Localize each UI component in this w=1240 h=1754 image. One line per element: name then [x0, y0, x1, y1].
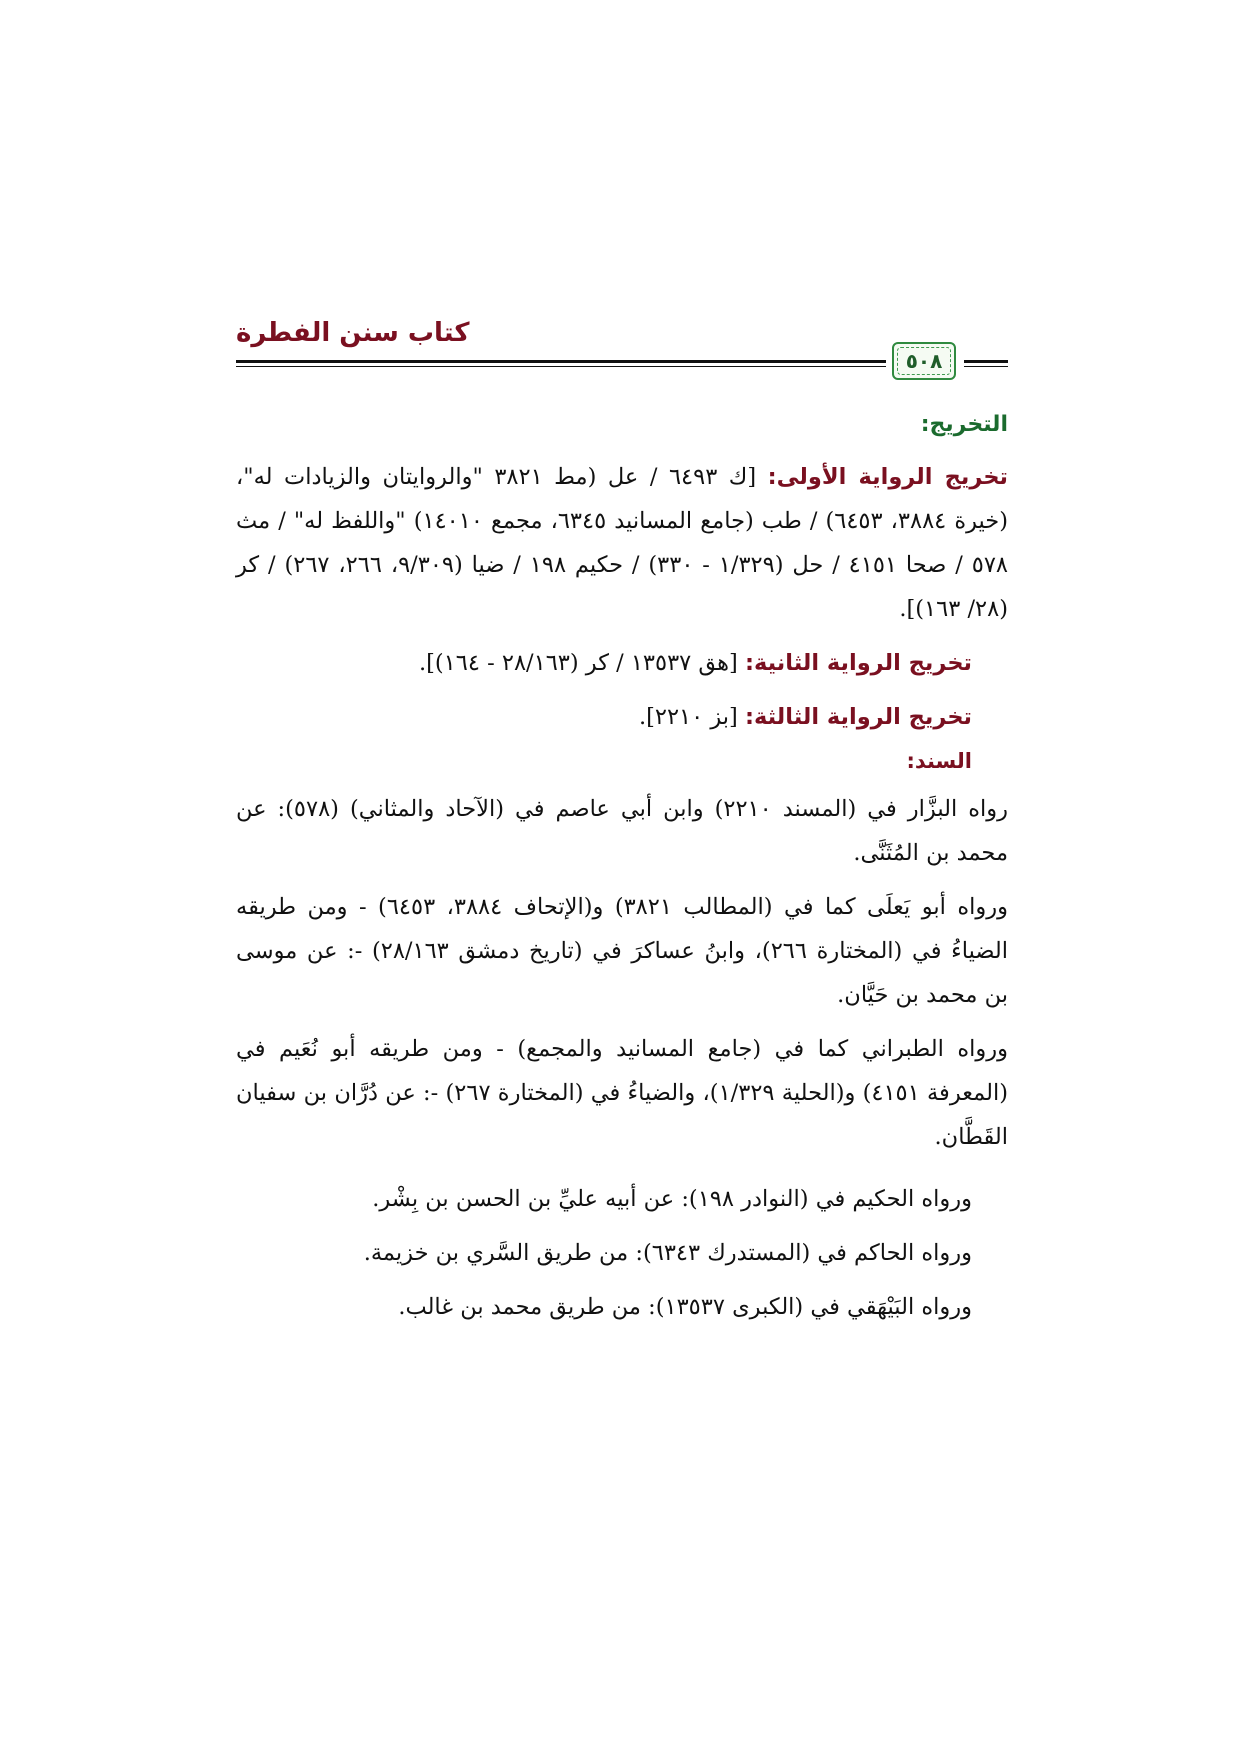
page-header	[236, 318, 1008, 398]
sanad-paragraph: ورواه أبو يَعلَى كما في (المطالب ٣٨٢١) و(الإتحاف ٣٨٨٤، ٦٤٥٣) - ومن طريقه الضياءُ في (المختارة ٢٦٦)، وابنُ عساكرَ في (تاريخ دمشق ٢٨/١٦٣) -: عن موسى بن محمد بن حَيَّان.	[236, 894, 1008, 1008]
page-number-badge	[892, 342, 956, 380]
takhrij-second-text: [هق ١٣٥٣٧ / كر (٢٨/١٦٣ - ١٦٤)].	[418, 650, 745, 676]
sanad-line: ورواه الحكيم في (النوادر ١٩٨): عن أبيه عليِّ بن الحسن بن بِشْر.	[372, 1186, 972, 1212]
takhrij-heading: التخريج:	[920, 412, 1008, 437]
takhrij-second	[236, 641, 1008, 685]
book-title: كتاب سنن الفطرة	[236, 318, 470, 348]
takhrij-third	[236, 695, 1008, 739]
takhrij-third-label: تخريج الرواية الثالثة:	[744, 704, 972, 730]
takhrij-first	[236, 455, 1008, 631]
main-content	[236, 412, 1008, 1339]
takhrij-second-label: تخريج الرواية الثانية:	[744, 650, 972, 676]
sanad-paragraph: رواه البزَّار في (المسند ٢٢١٠) وابن أبي عاصم في (الآحاد والمثاني) (٥٧٨): عن محمد بن المُثَنَّى.	[236, 796, 1008, 866]
takhrij-first-label: تخريج الرواية الأولى:	[767, 464, 1008, 490]
sanad-line: ورواه الحاكم في (المستدرك ٦٣٤٣): من طريق السَّري بن خزيمة.	[363, 1240, 972, 1266]
takhrij-first-text: [ك ٦٤٩٣ / عل (مط ٣٨٢١ "والروايتان والزيادات له"، (خيرة ٣٨٨٤، ٦٤٥٣) / طب (جامع المسانيد ٦٣٤٥، مجمع ١٤٠١٠) "واللفظ له" / مث ٥٧٨ / صحا ٤١٥١ / حل (١/٣٢٩ - ٣٣٠) / حكيم ١٩٨ / ضيا (٩/٣٠٩، ٢٦٦، ٢٦٧) / كر (٢٨/ ١٦٣)].	[236, 464, 1008, 622]
page-number: ٥٠٨	[905, 349, 943, 373]
sanad-heading: السند:	[906, 749, 972, 773]
sanad-line: ورواه البَيْهَقي في (الكبرى ١٣٥٣٧): من طريق محمد بن غالب.	[398, 1294, 972, 1320]
sanad-paragraph: ورواه الطبراني كما في (جامع المسانيد والمجمع) - ومن طريقه أبو نُعَيم في (المعرفة ٤١٥١) و(الحلية ١/٣٢٩)، والضياءُ في (المختارة ٢٦٧) -: عن دُرَّان بن سفيان القَطَّان.	[236, 1036, 1008, 1150]
takhrij-third-text: [بز ٢٢١٠].	[638, 704, 745, 730]
